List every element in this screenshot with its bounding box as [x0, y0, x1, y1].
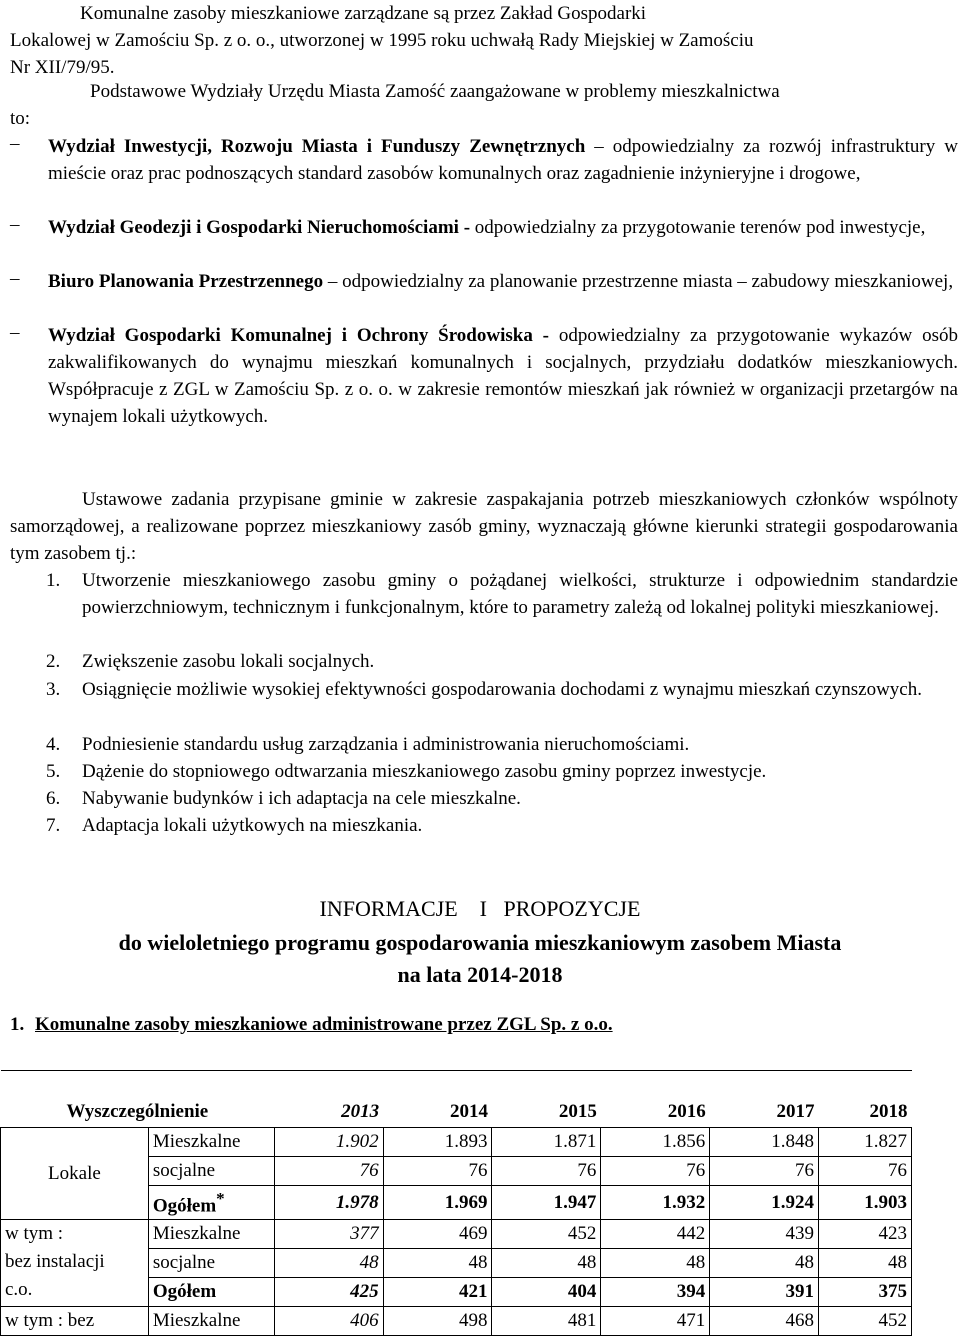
task-item: [10, 812, 958, 839]
table-cell: 391: [710, 1278, 819, 1307]
table-cell: 1.924: [710, 1186, 819, 1220]
department-description: – odpowiedzialny za rozwój infrastruktury w mieście oraz prac podnoszących standard zasobów komunalnych oraz zagadnienie inżynieryjne i drogowe,: [48, 136, 958, 184]
task-text: Dążenie do stopniowego odtwarzania mieszkaniowego zasobu gminy poprzez inwestycje.: [82, 761, 767, 782]
table-row: [1, 1220, 912, 1249]
table-cell: 1.978: [274, 1186, 383, 1220]
department-description: odpowiedzialny za przygotowanie wykazów osób zakwalifikowanych do wynajmu mieszkań komunalnych i socjalnych, przydziału dodatków mieszkaniowych. Współpracuje z ZGL w Zamościu Sp. z o. o. w zakresie remontów mieszkań jak również w organizacji przetargów na wynajem lokali użytkowych.: [48, 325, 958, 427]
task-number: 5.: [46, 761, 61, 782]
intro-line: Podstawowe Wydziały Urzędu Miasta Zamość zaangażowane w problemy mieszkalnictwa: [90, 81, 780, 102]
heading-line-2: do wieloletniego programu gospodarowania mieszkaniowym zasobem Miasta: [118, 930, 842, 955]
intro-line: Komunalne zasoby mieszkaniowe zarządzane są przez Zakład Gospodarki: [80, 3, 647, 24]
task-number: 2.: [46, 651, 61, 672]
table-cell: 498: [383, 1307, 492, 1336]
row-label: socjalne: [148, 1249, 274, 1278]
table-cell: 1.871: [492, 1128, 601, 1157]
task-text: Zwiększenie zasobu lokali socjalnych.: [82, 651, 375, 672]
table-cell: 48: [601, 1249, 710, 1278]
table-header-row: [1, 1071, 912, 1128]
table-cell: 48: [383, 1249, 492, 1278]
table-header-cell: 2016: [601, 1071, 710, 1128]
table-cell: 471: [601, 1307, 710, 1336]
task-number: 1.: [46, 570, 61, 591]
table-cell: 76: [819, 1157, 912, 1186]
table-cell: 404: [492, 1278, 601, 1307]
dash-marker: –: [10, 133, 20, 154]
task-text: Osiągnięcie możliwie wysokiej efektywności gospodarowania dochodami z wynajmu mieszkań czynszowych.: [82, 679, 922, 700]
table-cell: 1.932: [601, 1186, 710, 1220]
table-cell: 76: [492, 1157, 601, 1186]
group-label: w tym : bez: [1, 1307, 149, 1336]
table-cell: 421: [383, 1278, 492, 1307]
table-cell: 442: [601, 1220, 710, 1249]
table-cell: 76: [383, 1157, 492, 1186]
table-row: [1, 1307, 912, 1336]
table-cell: 439: [710, 1220, 819, 1249]
table-row: [1, 1128, 912, 1157]
task-number: 6.: [46, 788, 61, 809]
task-text: Podniesienie standardu usług zarządzania i administrowania nieruchomościami.: [82, 734, 690, 755]
intro-line: Nr XII/79/95.: [10, 57, 115, 78]
table-cell: 1.848: [710, 1128, 819, 1157]
task-item: [10, 785, 958, 812]
row-label: Ogółem: [148, 1278, 274, 1307]
group-label: Lokale: [1, 1128, 149, 1220]
table-cell: 48: [819, 1249, 912, 1278]
table-header-cell: 2018: [819, 1071, 912, 1128]
department-item: [10, 214, 958, 241]
footnote-mark: *: [216, 1189, 225, 1208]
row-label: Ogółem*: [148, 1186, 274, 1220]
table-cell: 375: [819, 1278, 912, 1307]
task-item: [10, 648, 958, 675]
row-label: Mieszkalne: [148, 1307, 274, 1336]
row-label: socjalne: [148, 1157, 274, 1186]
department-name: Wydział Gospodarki Komunalnej i Ochrony Środowiska -: [48, 325, 549, 346]
task-number: 4.: [46, 734, 61, 755]
task-text: Utworzenie mieszkaniowego zasobu gminy o pożądanej wielkości, strukturze i odpowiednim standardzie powierzchniowym, technicznym i funkcjonalnym, które to parametry zależą od lokalnej polityki mieszkaniowej.: [82, 570, 958, 618]
housing-stock-table: [0, 1070, 912, 1336]
table-cell: 1.827: [819, 1128, 912, 1157]
table-header-cell: 2014: [383, 1071, 492, 1128]
department-item: [10, 133, 958, 187]
table-cell: 481: [492, 1307, 601, 1336]
intro-line: Lokalowej w Zamościu Sp. z o. o., utworzonej w 1995 roku uchwałą Rady Miejskiej w Zamościu: [10, 30, 754, 51]
dash-marker: –: [10, 214, 20, 235]
table-cell: 469: [383, 1220, 492, 1249]
table-cell: 425: [274, 1278, 383, 1307]
task-item: [10, 676, 958, 703]
group-label: w tym : bez instalacji c.o.: [1, 1220, 149, 1307]
intro-paragraph-1: [10, 0, 958, 81]
department-name: Biuro Planowania Przestrzennego: [48, 271, 324, 292]
department-item: [10, 268, 958, 295]
table-cell: 48: [492, 1249, 601, 1278]
section-title: [10, 1014, 613, 1036]
department-name: Wydział Geodezji i Gospodarki Nieruchomościami -: [48, 217, 471, 238]
table-cell: 48: [274, 1249, 383, 1278]
task-text: Nabywanie budynków i ich adaptacja na cele mieszkalne.: [82, 788, 521, 809]
row-label: Mieszkalne: [148, 1220, 274, 1249]
heading-line-1: INFORMACJE I PROPOZYCJE: [319, 896, 641, 921]
task-item: [10, 567, 958, 621]
table-cell: 452: [492, 1220, 601, 1249]
intro-line: to:: [10, 108, 31, 129]
table-cell: 1.947: [492, 1186, 601, 1220]
table-cell: 48: [710, 1249, 819, 1278]
section-title-text: Komunalne zasoby mieszkaniowe administrowane przez ZGL Sp. z o.o.: [35, 1014, 613, 1035]
table-cell: 1.893: [383, 1128, 492, 1157]
table-cell: 377: [274, 1220, 383, 1249]
department-name: Wydział Inwestycji, Rozwoju Miasta i Funduszy Zewnętrznych: [48, 136, 586, 157]
section-number: 1.: [10, 1014, 25, 1035]
task-text: Adaptacja lokali użytkowych na mieszkania.: [82, 815, 423, 836]
table-cell: 423: [819, 1220, 912, 1249]
task-item: [10, 758, 958, 785]
task-item: [10, 731, 958, 758]
intro-paragraph-2: [10, 78, 958, 132]
table-cell: 394: [601, 1278, 710, 1307]
task-number: 3.: [46, 679, 61, 700]
table-cell: 452: [819, 1307, 912, 1336]
tasks-intro: Ustawowe zadania przypisane gminie w zakresie zaspakajania potrzeb mieszkaniowych członków wspólnoty samorządowej, a realizowane poprzez mieszkaniowy zasób gminy, wyznaczają główne kierunki strategii gospodarowania tym zasobem tj.:: [10, 489, 958, 564]
table-header-cell: 2017: [710, 1071, 819, 1128]
task-number: 7.: [46, 815, 61, 836]
table-cell: 468: [710, 1307, 819, 1336]
table-cell: 76: [601, 1157, 710, 1186]
table-header-cell: 2013: [274, 1071, 383, 1128]
table-cell: 76: [274, 1157, 383, 1186]
table-cell: 1.969: [383, 1186, 492, 1220]
table-header-cell: 2015: [492, 1071, 601, 1128]
row-label: Mieszkalne: [148, 1128, 274, 1157]
dash-marker: –: [10, 322, 20, 343]
department-item: [10, 322, 958, 430]
table-cell: 1.856: [601, 1128, 710, 1157]
table-cell: 1.903: [819, 1186, 912, 1220]
table-cell: 406: [274, 1307, 383, 1336]
table-cell: 1.902: [274, 1128, 383, 1157]
table-cell: 76: [710, 1157, 819, 1186]
department-description: – odpowiedzialny za planowanie przestrzenne miasta – zabudowy mieszkaniowej,: [323, 271, 954, 292]
dash-marker: –: [10, 268, 20, 289]
department-description: odpowiedzialny za przygotowanie terenów pod inwestycje,: [470, 217, 926, 238]
heading-line-3: na lata 2014-2018: [397, 962, 563, 987]
table-header-cell: Wyszczególnienie: [1, 1071, 275, 1128]
